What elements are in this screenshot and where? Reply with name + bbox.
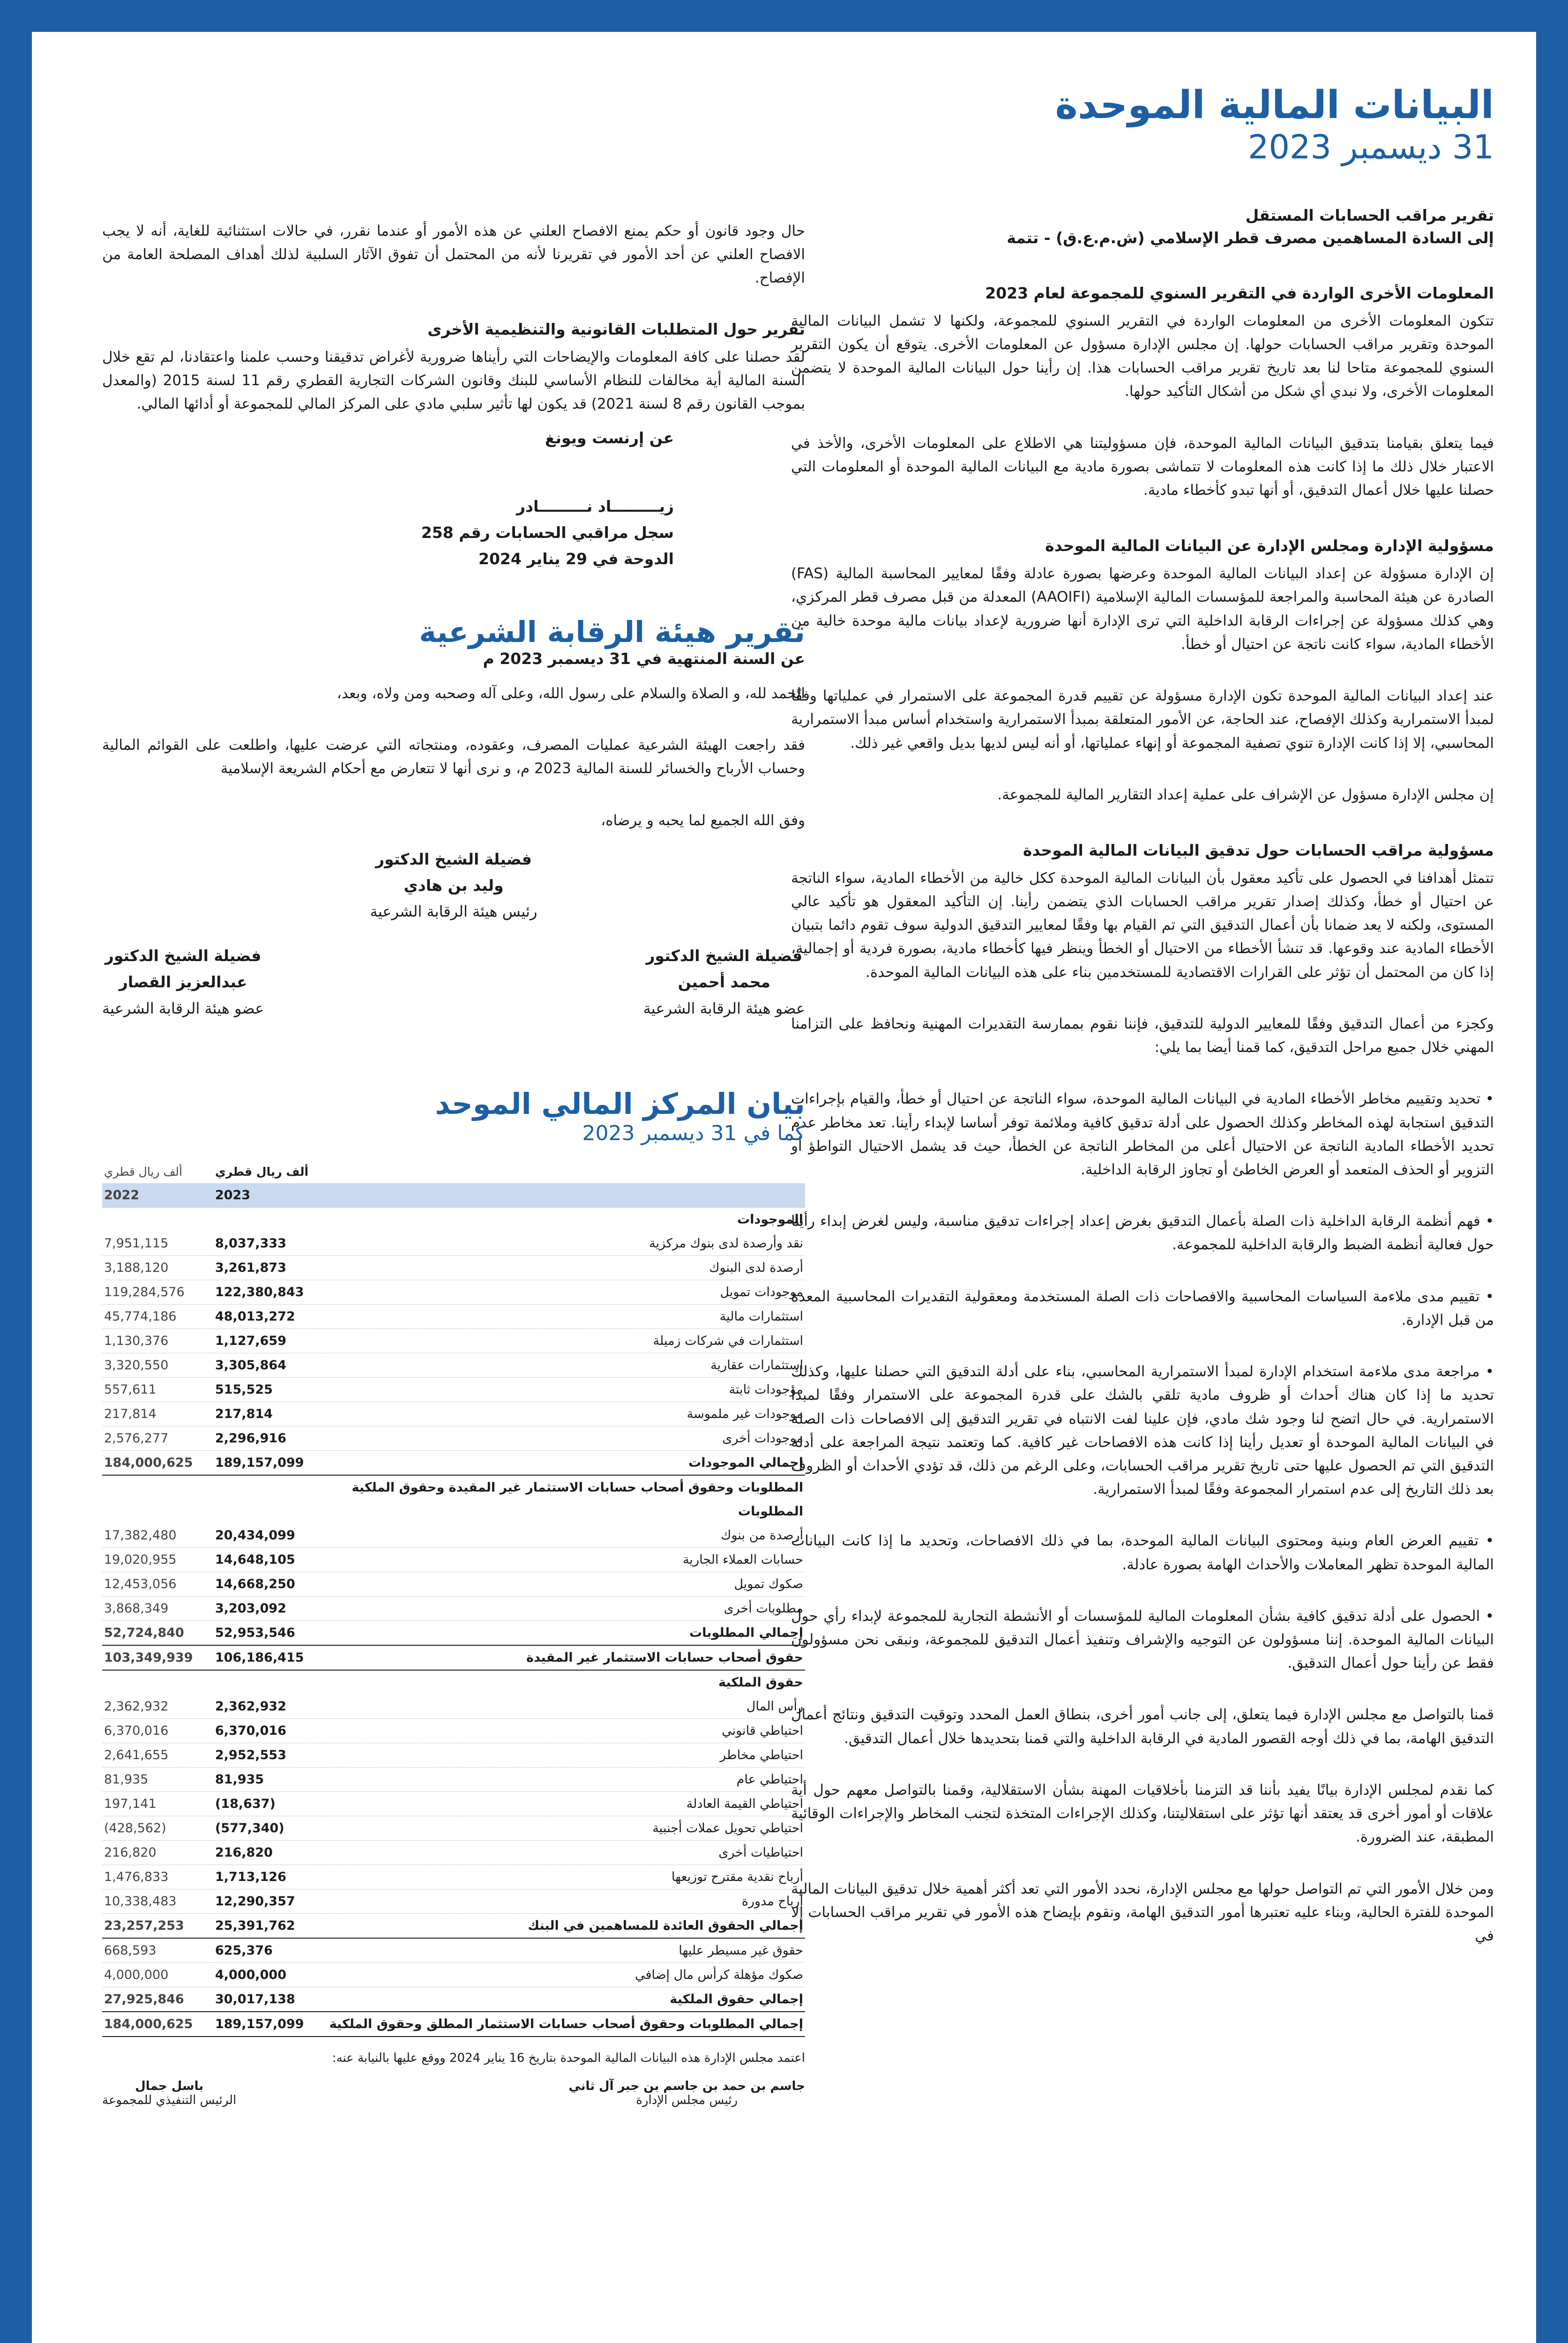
table-row bbox=[102, 1353, 805, 1378]
management-paragraph: إن الإدارة مسؤولة عن إعداد البيانات المالية الموحدة وعرضها بصورة عادلة وفقًا لمعايير المحاسبة المالية (FAS) الصادرة عن هيئة المحاسبة والمراجعة للمؤسسات المالية الإسلامية (AAOIFI) المعدلة من قبل مصرف قطر المركزي، وهي كذلك مسؤولة عن إجراءات الرقابة الداخلية التي ترى الإدارة أنها ضرورية لإعداد بيانات مالية موحدة خالية من الأخطاء المادية، سواء كانت ناتجة عن احتيال أو خطأ. bbox=[791, 565, 1494, 653]
table-row bbox=[102, 1305, 805, 1329]
row-label: احتياطي تحويل عملات أجنبية bbox=[328, 1816, 805, 1841]
value-2022: 4,000,000 bbox=[102, 1963, 213, 1987]
row-label: إجمالي حقوق الملكية bbox=[328, 1987, 805, 2012]
table-row bbox=[102, 1231, 805, 1256]
value-2022: 7,951,115 bbox=[102, 1231, 213, 1256]
table-row bbox=[102, 1426, 805, 1451]
value-2023: 625,376 bbox=[213, 1938, 328, 1963]
value-2023: 14,668,250 bbox=[213, 1572, 328, 1597]
section-heading-row bbox=[102, 1475, 805, 1500]
value-2023: 52,953,546 bbox=[213, 1621, 328, 1646]
table-row bbox=[102, 1523, 805, 1548]
management-paragraph: إن مجلس الإدارة مسؤول عن الإشراف على عملية إعداد التقارير المالية للمجموعة. bbox=[997, 786, 1494, 803]
value-2023: 515,525 bbox=[213, 1378, 328, 1402]
balance-sheet-title: بيان المركز المالي الموحد bbox=[435, 1086, 805, 1121]
audit-firm: عن إرنست ويونغ bbox=[545, 429, 674, 448]
total-row bbox=[102, 1621, 805, 1646]
row-label: صكوك تمويل bbox=[328, 1572, 805, 1597]
value-2022: 12,453,056 bbox=[102, 1572, 213, 1597]
row-label: استثمارات في شركات زميلة bbox=[328, 1329, 805, 1353]
table-row bbox=[102, 1548, 805, 1572]
row-label bbox=[328, 1183, 805, 1208]
table-row bbox=[102, 1256, 805, 1280]
auditor-place-date: الدوحة في 29 يناير 2024 bbox=[478, 550, 674, 568]
table-row bbox=[102, 1768, 805, 1792]
value-2023: 3,261,873 bbox=[213, 1256, 328, 1280]
auditor-paragraph: • تحديد وتقييم مخاطر الأخطاء المادية في البيانات المالية الموحدة، سواء الناتجة عن احتيال أو خطأ، والقيام بإجراءات التدقيق استجابة لهذه المخاطر وكذلك الحصول على أدلة تدقيق كافية وملائمة توفر أساسا لإبداء رأينا. تعد مخاطر عدم تحديد الأخطاء المادية الناتجة عن الاحتيال أعلى من المخاطر الناتجة عن الخطأ، حيث قد يشمل الاحتيال التواطؤ أو التزوير أو الحذف المتعمد أو العرض الخاطئ أو تجاوز الرقابة الداخلية. bbox=[791, 1090, 1494, 1178]
section-heading: الموجودات bbox=[737, 1212, 803, 1227]
value-2023: 4,000,000 bbox=[213, 1963, 328, 1987]
value-2023: 6,370,016 bbox=[213, 1719, 328, 1743]
sharia-member-title: فضيلة الشيخ الدكتور bbox=[105, 947, 261, 965]
row-label: استثمارات مالية bbox=[328, 1305, 805, 1329]
page-date: 31 ديسمبر 2023 bbox=[1247, 128, 1494, 167]
year-header-row bbox=[102, 1183, 805, 1208]
chairman-signature bbox=[568, 2079, 805, 2107]
sharia-paragraph: وفق الله الجميع لما يحبه و يرضاه، bbox=[601, 812, 805, 829]
table-row bbox=[102, 1865, 805, 1889]
sharia-member-role: عضو هيئة الرقابة الشرعية bbox=[102, 999, 264, 1017]
value-2023: 1,127,659 bbox=[213, 1329, 328, 1353]
value-2023: 8,037,333 bbox=[213, 1231, 328, 1256]
total-row bbox=[102, 1451, 805, 1476]
row-label: إجمالي المطلوبات وحقوق أصحاب حسابات الاستثمار المطلق وحقوق الملكية bbox=[328, 2012, 805, 2037]
row-label: موجودات تمويل bbox=[328, 1280, 805, 1305]
row-label: أرباح مدورة bbox=[328, 1889, 805, 1914]
sharia-member-signature bbox=[102, 943, 264, 1021]
value-2023: 217,814 bbox=[213, 1402, 328, 1426]
table-row bbox=[102, 1938, 805, 1963]
row-label: إجمالي المطلوبات bbox=[328, 1621, 805, 1646]
value-2022: 6,370,016 bbox=[102, 1719, 213, 1743]
row-label: حقوق أصحاب حسابات الاستثمار غير المقيدة bbox=[328, 1645, 805, 1670]
value-2023: 2,296,916 bbox=[213, 1426, 328, 1451]
auditor-signer: زيـــــــــاد نـــــــــادر bbox=[516, 497, 674, 516]
value-2022: (428,562) bbox=[102, 1816, 213, 1841]
value-2023: 81,935 bbox=[213, 1768, 328, 1792]
row-label bbox=[328, 1160, 805, 1183]
sharia-chair-title: فضيلة الشيخ الدكتور bbox=[375, 850, 532, 868]
row-label: موجودات أخرى bbox=[328, 1426, 805, 1451]
value-2022: 17,382,480 bbox=[102, 1523, 213, 1548]
value-2022: 45,774,186 bbox=[102, 1305, 213, 1329]
value-2023: 30,017,138 bbox=[213, 1987, 328, 2012]
value-2022: 184,000,625 bbox=[102, 2012, 213, 2037]
auditor-report-title: تقرير مراقب الحسابات المستقل bbox=[1245, 206, 1494, 225]
table-row bbox=[102, 1597, 805, 1621]
row-label: رأس المال bbox=[328, 1694, 805, 1719]
value-2022: 19,020,955 bbox=[102, 1548, 213, 1572]
value-2023: ألف ريال قطري bbox=[215, 1165, 309, 1179]
ceo-name: باسل جمال bbox=[135, 2079, 204, 2094]
ceo-signature bbox=[102, 2079, 236, 2107]
sharia-member-name: عبدالعزيز القصار bbox=[119, 973, 247, 992]
row-label: نقد وأرصدة لدى بنوك مركزية bbox=[328, 1231, 805, 1256]
table-row bbox=[102, 1889, 805, 1914]
value-2023: 122,380,843 bbox=[213, 1280, 328, 1305]
value-2022: ألف ريال قطري bbox=[104, 1165, 182, 1179]
value-2022: 3,320,550 bbox=[102, 1353, 213, 1378]
row-label: صكوك مؤهلة كرأس مال إضافي bbox=[328, 1963, 805, 1987]
value-2022: 2,641,655 bbox=[102, 1743, 213, 1768]
row-label: أرصدة لدى البنوك bbox=[328, 1256, 805, 1280]
board-signatures bbox=[102, 2079, 805, 2107]
value-2022: 197,141 bbox=[102, 1792, 213, 1816]
value-2022: 1,476,833 bbox=[102, 1865, 213, 1889]
other-info-paragraph: فيما يتعلق بقيامنا بتدقيق البيانات المالية الموحدة، فإن مسؤوليتنا هي الاطلاع على المعلومات الأخرى، والأخذ في الاعتبار خلال ذلك ما إذا كانت هذه المعلومات لا تتماشى بصورة مادية مع البيانات المالية الموحدة أو المعلومات التي حصلنا عليها خلال أعمال التدقيق، أو أنها تبدو كأخطاء مادية. bbox=[791, 434, 1494, 499]
value-2022: 668,593 bbox=[102, 1938, 213, 1963]
row-label: مطلوبات أخرى bbox=[328, 1597, 805, 1621]
auditor-registration: سجل مراقبي الحسابات رقم 258 bbox=[421, 523, 674, 542]
sharia-member-name: محمد أحمين bbox=[678, 973, 770, 992]
value-2023: 14,648,105 bbox=[213, 1548, 328, 1572]
value-2023: 2,362,932 bbox=[213, 1694, 328, 1719]
value-2023: 1,713,126 bbox=[213, 1865, 328, 1889]
value-2022: 2,362,932 bbox=[102, 1694, 213, 1719]
auditor-paragraph: كما نقدم لمجلس الإدارة بيانًا يفيد بأننا قد التزمنا بأخلاقيات المهنة بشأن الاستقلالية، وقمنا بالتواصل معهم حول أية علاقات أو أمور أخرى قد يعتقد أنها تؤثر على استقلاليتنا، وكذلك الإجراءات المتخذة لتجنب المخاطر والإجراءات الوقائية المطبقة، عند الضرورة. bbox=[791, 1781, 1494, 1846]
value-2022: 103,349,939 bbox=[102, 1645, 213, 1670]
right-column bbox=[791, 32, 1494, 1976]
table-row bbox=[102, 1280, 805, 1305]
value-2023: 48,013,272 bbox=[213, 1305, 328, 1329]
value-2023: 2,952,553 bbox=[213, 1743, 328, 1768]
sharia-report-subtitle: عن السنة المنتهية في 31 ديسمبر 2023 م bbox=[483, 649, 805, 668]
sharia-member-role: عضو هيئة الرقابة الشرعية bbox=[643, 999, 805, 1017]
row-label: احتياطي عام bbox=[328, 1768, 805, 1792]
value-2022: 52,724,840 bbox=[102, 1621, 213, 1646]
approval-note: اعتمد مجلس الإدارة هذه البيانات المالية الموحدة بتاريخ 16 يناير 2024 ووقع عليها بالنيابة عنه: bbox=[332, 2051, 805, 2066]
table-row bbox=[102, 1719, 805, 1743]
section-heading-row bbox=[102, 1500, 805, 1523]
sharia-member-title: فضيلة الشيخ الدكتور bbox=[646, 947, 803, 965]
row-label: احتياطي قانوني bbox=[328, 1719, 805, 1743]
value-2023: 216,820 bbox=[213, 1841, 328, 1865]
value-2023: 25,391,762 bbox=[213, 1914, 328, 1939]
table-row bbox=[102, 1694, 805, 1719]
sharia-chair-signature bbox=[102, 846, 805, 925]
value-2023: 189,157,099 bbox=[213, 2012, 328, 2037]
table-row bbox=[102, 1743, 805, 1768]
auditor-paragraph: • الحصول على أدلة تدقيق كافية بشأن المعلومات المالية للمؤسسات أو الأنشطة التجارية للمجموعة لإبداء رأي حول البيانات المالية الموحدة. إننا مسؤولون عن التوجيه والإشراف وتنفيذ أعمال التدقيق للمجموعة، ونبقى نحن مسؤولون فقط عن رأينا حول أعمال التدقيق. bbox=[791, 1607, 1494, 1672]
section-heading: حقوق الملكية bbox=[718, 1675, 803, 1690]
page-title: البيانات المالية الموحدة bbox=[1055, 83, 1494, 127]
value-2023: (577,340) bbox=[213, 1816, 328, 1841]
value-2022: 3,188,120 bbox=[102, 1256, 213, 1280]
auditor-signature-block bbox=[102, 425, 674, 572]
value-2023: 3,203,092 bbox=[213, 1597, 328, 1621]
total-row bbox=[102, 1987, 805, 2012]
table-row bbox=[102, 1402, 805, 1426]
auditor-report-addressee: إلى السادة المساهمين مصرف قطر الإسلامي (ش.م.ع.ق) - تتمة bbox=[1007, 229, 1494, 247]
ceo-role: الرئيس التنفيذي للمجموعة bbox=[102, 2093, 237, 2108]
auditor-paragraph: • تقييم العرض العام وبنية ومحتوى البيانات المالية الموحدة، بما في ذلك الافصاحات، وتحديد ما إذا كانت البيانات المالية الموحدة تظهر المعاملات والأحداث الهامة بصورة عادلة. bbox=[791, 1532, 1494, 1573]
other-info-paragraph: تتكون المعلومات الأخرى من المعلومات الواردة في التقرير السنوي للمجموعة، ولكنها لا تشمل البيانات المالية الموحدة وتقرير مراقب الحسابات حولها. إن مجلس الإدارة مسؤول عن المعلومات الأخرى. يتوقع أن يكون التقرير السنوي للمجموعة متاحا لنا بعد تاريخ تقرير مراقب الحسابات هذا. إن رأينا حول البيانات المالية الموحدة لا يتضمن المعلومات الأخرى، ولا نبدي أي شكل من أشكال التأكيد حولها. bbox=[791, 312, 1494, 400]
value-2023: 189,157,099 bbox=[213, 1451, 328, 1476]
row-label: احتياطي مخاطر bbox=[328, 1743, 805, 1768]
row-label: موجودات ثابتة bbox=[328, 1378, 805, 1402]
value-2023: (18,637) bbox=[213, 1792, 328, 1816]
auditor-paragraph: تتمثل أهدافنا في الحصول على تأكيد معقول بأن البيانات المالية الموحدة ككل خالية من الأخطاء المادية، سواء الناتجة عن احتيال أو خطأ، وكذلك إصدار تقرير مراقب الحسابات الذي يتضمن رأينا. إن التأكيد المعقول هو تأكيد عالي المستوى، ولكنه لا يعد ضمانا بأن أعمال التدقيق التي تم القيام بها وفقًا لمعايير التدقيق الدولية سوف تقوم دائما بتبيان الأخطاء المادية عند وقوعها. قد تنشأ الأخطاء من الاحتيال أو الخطأ وينظر فيها كأخطاء مادية، بصورة فردية أو إجمالية، إذا كان من المحتمل أن تؤثر على القرارات الاقتصادية للمستخدمين بناء على هذه البيانات المالية الموحدة. bbox=[791, 869, 1494, 981]
unit-row bbox=[102, 1160, 805, 1183]
chairman-role: رئيس مجلس الإدارة bbox=[636, 2093, 738, 2108]
section-heading-row bbox=[102, 1670, 805, 1694]
row-label: إجمالي الموجودات bbox=[328, 1451, 805, 1476]
continued-paragraph: حال وجود قانون أو حكم يمنع الافصاح العلني عن هذه الأمور أو عندما نقرر، في حالات استثنائية للغاية، أنه لا يجب الافصاح العلني عن أحد الأمور في تقريرنا لأنه من المحتمل أن تفوق الآثار السلبية لذلك أهداف المصلحة العامة من الإفصاح. bbox=[102, 223, 805, 287]
table-row bbox=[102, 1378, 805, 1402]
value-2022: 27,925,846 bbox=[102, 1987, 213, 2012]
auditor-paragraph: ومن خلال الأمور التي تم التواصل حولها مع مجلس الإدارة، نحدد الأمور التي تعد أكثر أهمية خلال تدقيق البيانات المالية الموحدة للفترة الحالية، وبناء عليه تعتبرها أمور التدقيق الهامة، ونقوم بإيضاح هذه الأمور في تقرير مراقب الحسابات إلا في bbox=[791, 1880, 1494, 1945]
table-row bbox=[102, 1816, 805, 1841]
legal-requirements-heading: تقرير حول المتطلبات القانونية والتنظيمية الأخرى bbox=[427, 320, 805, 338]
section-heading: المطلوبات وحقوق أصحاب حسابات الاستثمار غير المقيدة وحقوق الملكية bbox=[351, 1480, 803, 1495]
left-column bbox=[102, 32, 805, 2107]
value-2022: 217,814 bbox=[102, 1402, 213, 1426]
management-responsibility-heading: مسؤولية الإدارة ومجلس الإدارة عن البيانات المالية الموحدة bbox=[1045, 537, 1494, 555]
row-label: حسابات العملاء الجارية bbox=[328, 1548, 805, 1572]
sharia-report-title: تقرير هيئة الرقابة الشرعية bbox=[419, 614, 805, 649]
balance-sheet-subtitle: كما في 31 ديسمبر 2023 bbox=[582, 1121, 805, 1146]
value-2023: 12,290,357 bbox=[213, 1889, 328, 1914]
value-2022: 23,257,253 bbox=[102, 1914, 213, 1939]
report-page bbox=[32, 32, 1536, 2343]
row-label: احتياطيات أخرى bbox=[328, 1841, 805, 1865]
row-label: أرصدة من بنوك bbox=[328, 1523, 805, 1548]
total-row bbox=[102, 1645, 805, 1670]
value-2022: 557,611 bbox=[102, 1378, 213, 1402]
value-2023: 106,186,415 bbox=[213, 1645, 328, 1670]
auditor-responsibility-heading: مسؤولية مراقب الحسابات حول تدقيق البيانات المالية الموحدة bbox=[1023, 841, 1494, 859]
auditor-paragraph: • مراجعة مدى ملاءمة استخدام الإدارة لمبدأ الاستمرارية المحاسبي، بناء على أدلة التدقيق التي حصلنا عليها، وكذلك تحديد ما إذا كان هناك أحداث أو ظروف مادية تلقي بالشك على قدرة المجموعة على الاستمرار وفقًا لمبدأ الاستمرارية. في حال اتضح لنا وجود شك مادي، فإن علينا لفت الانتباه في تقرير التدقيق إلى الافصاحات ذات الصلة في البيانات المالية الموحدة أو تعديل رأينا إذا كانت هذه الافصاحات غير كافية. كما وتعتمد نتيجة المراجعة على أدلة التدقيق التي تم الحصول عليها حتى تاريخ تقرير مراقب الحسابات، وعلى الرغم من ذلك، قد تؤدي الأحداث أو الظروف بعد ذلك التاريخ إلى عدم استمرار المجموعة وفقًا لمبدأ الاستمرارية. bbox=[791, 1363, 1494, 1498]
value-2022: 1,130,376 bbox=[102, 1329, 213, 1353]
row-label: إجمالي الحقوق العائدة للمساهمين في البنك bbox=[328, 1914, 805, 1939]
table-row bbox=[102, 1963, 805, 1987]
row-label: موجودات غير ملموسة bbox=[328, 1402, 805, 1426]
auditor-paragraph: • تقييم مدى ملاءمة السياسات المحاسبية والافصاحات ذات الصلة المستخدمة ومعقولية التقديرات المحاسبية المعدة من قبل الإدارة. bbox=[791, 1288, 1494, 1328]
sharia-paragraph: فقد راجعت الهيئة الشرعية عمليات المصرف، وعقوده، ومنتجاته التي عرضت عليها، واطلعت على القوائم المالية وحساب الأرباح والخسائر للسنة المالية 2023 م، و نرى أنها لا تتعارض مع أحكام الشريعة الإسلامية bbox=[102, 737, 805, 777]
sharia-paragraph: الحمد لله، و الصلاة والسلام على رسول الله، وعلى آله وصحبه ومن ولاه، وبعد، bbox=[336, 685, 805, 702]
total-row bbox=[102, 1914, 805, 1939]
legal-paragraph: لقد حصلنا على كافة المعلومات والإيضاحات التي رأيناها ضرورية لأغراض تدقيقنا وحسب علمنا واعتقادنا، لم تقع خلال السنة المالية أية مخالفات للنظام الأساسي للبنك وقانون الشركات التجارية القطري رقم 11 لسنة 2015 (والمعدل بموجب القانون رقم 8 لسنة 2021) قد يكون لها تأثير سلبي مادي على المركز المالي للمجموعة أو أدائها المالي. bbox=[102, 348, 805, 412]
row-label: حقوق غير مسيطر عليها bbox=[328, 1938, 805, 1963]
value-2022: 10,338,483 bbox=[102, 1889, 213, 1914]
section-heading-row bbox=[102, 1208, 805, 1232]
value-2022: 184,000,625 bbox=[102, 1451, 213, 1476]
balance-sheet-table bbox=[102, 1160, 805, 2037]
row-label: استثمارات عقارية bbox=[328, 1353, 805, 1378]
value-2022: 216,820 bbox=[102, 1841, 213, 1865]
other-info-heading: المعلومات الأخرى الواردة في التقرير السنوي للمجموعة لعام 2023 bbox=[985, 284, 1494, 302]
value-2022: 3,868,349 bbox=[102, 1597, 213, 1621]
management-paragraph: عند إعداد البيانات المالية الموحدة تكون الإدارة مسؤولة عن تقييم قدرة المجموعة على الاستمرار في عملياتها وفقًا لمبدأ الاستمرارية وكذلك الإفصاح، عند الحاجة، عن الأمور المتعلقة بمبدأ الاستمرارية واستخدام أساس مبدأ الاستمرارية المحاسبي، إلا إذا كانت الإدارة تنوي تصفية المجموعة أو إنهاء عملياتها، أو أنه ليس لديها بديل واقعي غير ذلك. bbox=[791, 687, 1494, 752]
sharia-chair-name: وليد بن هادي bbox=[403, 876, 504, 895]
auditor-paragraph: • فهم أنظمة الرقابة الداخلية ذات الصلة بأعمال التدقيق بغرض إعداد إجراءات تدقيق مناسبة، وليس لغرض إبداء رأينا حول فعالية أنظمة الضبط والرقابة الداخلية للمجموعة. bbox=[791, 1213, 1494, 1254]
sharia-chair-role: رئيس هيئة الرقابة الشرعية bbox=[370, 902, 538, 920]
chairman-name: جاسم بن حمد بن جاسم بن جبر آل ثاني bbox=[568, 2079, 805, 2094]
sharia-member-signature bbox=[643, 943, 805, 1021]
table-row bbox=[102, 1841, 805, 1865]
value-2022: 2022 bbox=[102, 1183, 213, 1208]
value-2023: 2023 bbox=[213, 1183, 328, 1208]
sharia-members bbox=[102, 943, 805, 1021]
grand-total-row bbox=[102, 2012, 805, 2037]
value-2023: 20,434,099 bbox=[213, 1523, 328, 1548]
auditor-paragraph: قمنا بالتواصل مع مجلس الإدارة فيما يتعلق، إلى جانب أمور أخرى، بنطاق العمل المحدد وتوقيت التدقيق ونتائج أعمال التدقيق الهامة، بما في ذلك أوجه القصور المادية في الرقابة الداخلية والتي قمنا بتحديدها خلال أعمال التدقيق. bbox=[791, 1706, 1494, 1747]
table-row bbox=[102, 1329, 805, 1353]
table-row bbox=[102, 1792, 805, 1816]
table-row bbox=[102, 1572, 805, 1597]
value-2022: 81,935 bbox=[102, 1768, 213, 1792]
row-label: احتياطي القيمة العادلة bbox=[328, 1792, 805, 1816]
value-2023: 3,305,864 bbox=[213, 1353, 328, 1378]
auditor-paragraph: وكجزء من أعمال التدقيق وفقًا للمعايير الدولية للتدقيق، فإننا نقوم بممارسة التقديرات المهنية ونحافظ على التزامنا المهني خلال جميع مراحل التدقيق، كما قمنا أيضا بما يلي: bbox=[791, 1015, 1494, 1056]
value-2022: 119,284,576 bbox=[102, 1280, 213, 1305]
section-heading: المطلوبات bbox=[738, 1504, 803, 1519]
row-label: أرباح نقدية مقترح توزيعها bbox=[328, 1865, 805, 1889]
value-2022: 2,576,277 bbox=[102, 1426, 213, 1451]
